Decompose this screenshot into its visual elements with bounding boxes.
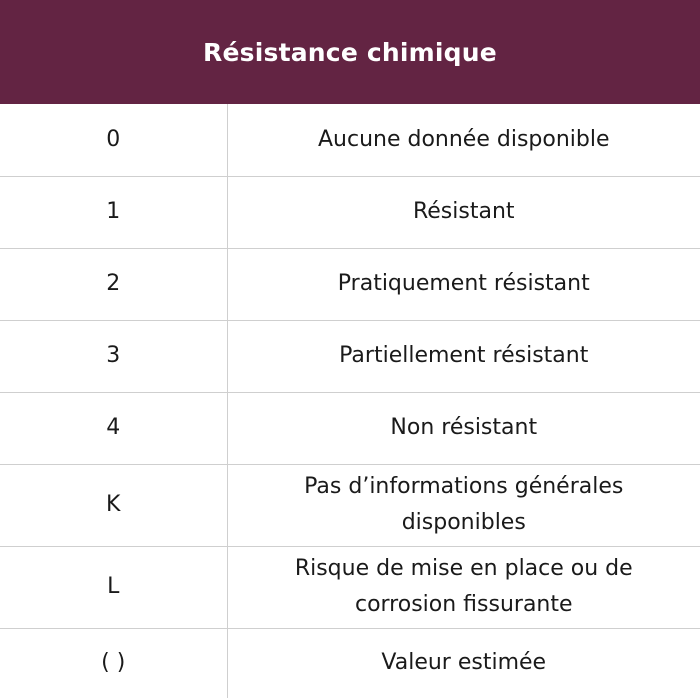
table-header: [0, 0, 700, 104]
table-row: [0, 248, 700, 320]
table-title: Résistance chimique: [203, 37, 497, 67]
row-description: Valeur estimée: [227, 628, 700, 698]
legend-table: [0, 104, 700, 698]
row-code: K: [0, 464, 227, 546]
table-row: [0, 176, 700, 248]
row-description: Pas d’informations générales disponibles: [227, 464, 700, 546]
row-code: 3: [0, 320, 227, 392]
table-row: [0, 320, 700, 392]
row-code: 2: [0, 248, 227, 320]
table-row: [0, 628, 700, 698]
row-description: Aucune donnée disponible: [227, 104, 700, 176]
row-description: Risque de mise en place ou de corrosion fissurante: [227, 546, 700, 628]
row-code: L: [0, 546, 227, 628]
table-row: [0, 104, 700, 176]
row-description: Résistant: [227, 176, 700, 248]
table-row: [0, 546, 700, 628]
table-row: [0, 392, 700, 464]
row-description: Partiellement résistant: [227, 320, 700, 392]
table-row: [0, 464, 700, 546]
row-code: 4: [0, 392, 227, 464]
row-code: ( ): [0, 628, 227, 698]
row-code: 0: [0, 104, 227, 176]
row-code: 1: [0, 176, 227, 248]
row-description: Pratiquement résistant: [227, 248, 700, 320]
row-description: Non résistant: [227, 392, 700, 464]
